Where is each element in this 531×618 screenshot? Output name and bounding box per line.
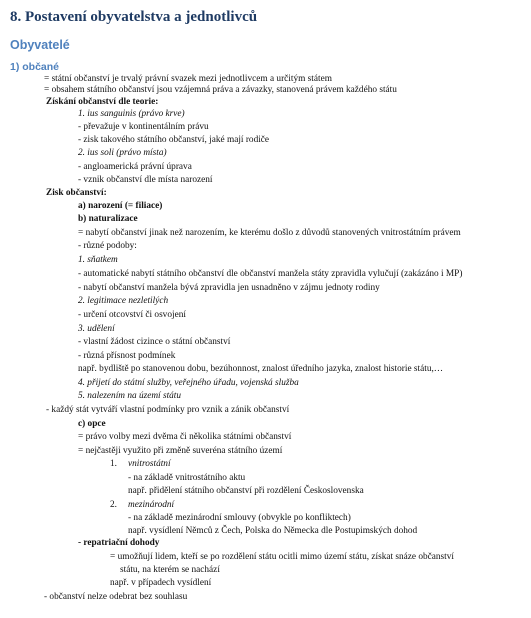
text-line: - na základě vnitrostátního aktu bbox=[128, 473, 246, 483]
text-line: 2. legitimace nezletilých bbox=[78, 296, 169, 306]
text-line: = státní občanství je trvalý právní svazek mezi jednotlivcem a určitým státem bbox=[44, 74, 332, 84]
text-line: b) naturalizace bbox=[78, 214, 138, 224]
text-line: mezinárodní bbox=[128, 500, 175, 510]
text-line: - zisk takového státního občanství, jaké mají rodiče bbox=[78, 135, 270, 145]
text-line: Zisk občanství: bbox=[46, 188, 107, 198]
text-line: - každý stát vytváří vlastní podmínky pro vznik a zánik občanství bbox=[46, 405, 290, 415]
text-line: státu, na kterém se nachází bbox=[120, 565, 220, 575]
page-title: 8. Postavení obyvatelstva a jednotlivců bbox=[10, 9, 258, 25]
text-line: 5. nalezením na území státu bbox=[78, 391, 182, 401]
text-line: 1. sňatkem bbox=[78, 255, 118, 265]
text-line: např. v případech vysídlení bbox=[110, 578, 212, 588]
text-line: např. bydliště po stanovenou dobu, bezúhonnost, znalost úředního jazyka, znalost historie státu,… bbox=[78, 364, 444, 374]
text-line: = obsahem státního občanství jsou vzájemná práva a závazky, stanovená právem každého státu bbox=[44, 85, 397, 95]
subheading: Obyvatelé bbox=[10, 38, 70, 52]
text-line: - repatriační dohody bbox=[78, 538, 160, 548]
text-line: 3. udělení bbox=[78, 324, 115, 334]
text-line: - občanství nelze odebrat bez souhlasu bbox=[44, 592, 188, 602]
text-line: - vznik občanství dle místa narození bbox=[78, 175, 213, 185]
text-line: - nabytí občanství manžela bývá zpravidla jen usnadněno v zájmu jednoty rodiny bbox=[78, 283, 380, 293]
text-line: - vlastní žádost cizince o státní občanství bbox=[78, 337, 231, 347]
text-line: - angloamerická právní úprava bbox=[78, 162, 192, 172]
text-line: a) narození (= filiace) bbox=[78, 201, 163, 211]
text-line: 4. přijetí do státní služby, veřejného úřadu, vojenská služba bbox=[78, 378, 299, 388]
text-line: např. vysídlení Němců z Čech, Polska do Německa dle Postupimských dohod bbox=[128, 526, 418, 536]
text-line: Získání občanství dle teorie: bbox=[46, 97, 159, 107]
text-line: - různá přísnost podmínek bbox=[78, 351, 176, 361]
text-line: - převažuje v kontinentálním právu bbox=[78, 122, 209, 132]
text-line: vnitrostátní bbox=[128, 459, 171, 469]
list-number: 2. bbox=[110, 500, 117, 510]
text-line: - různé podoby: bbox=[78, 241, 137, 251]
text-line: např. přidělení státního občanství při rozdělení Československa bbox=[128, 486, 364, 496]
text-line: - automatické nabytí státního občanství dle občanství manžela státy zpravidla vylučují (zakázáno i MP) bbox=[78, 269, 463, 279]
text-line: 1. ius sanguinis (právo krve) bbox=[78, 109, 185, 119]
text-line: c) opce bbox=[78, 419, 106, 429]
list-number: 1. bbox=[110, 459, 117, 469]
text-line: - určení otcovství či osvojení bbox=[78, 310, 186, 320]
text-line: = umožňují lidem, kteří se po rozdělení státu ocitli mimo území státu, získat snáze občanství bbox=[110, 552, 454, 562]
text-line: 2. ius soli (právo místa) bbox=[78, 148, 167, 158]
text-line: - na základě mezinárodní smlouvy (obvykle po konfliktech) bbox=[128, 513, 351, 523]
text-line: = nejčastěji využito při změně suveréna státního území bbox=[78, 446, 283, 456]
text-line: = nabytí občanství jinak než narozením, ke kterému došlo z důvodů stanovených vnitrostátním právem bbox=[78, 228, 461, 238]
text-line: = právo volby mezi dvěma či několika státními občanství bbox=[78, 432, 292, 442]
section-heading: 1) občané bbox=[10, 61, 60, 73]
